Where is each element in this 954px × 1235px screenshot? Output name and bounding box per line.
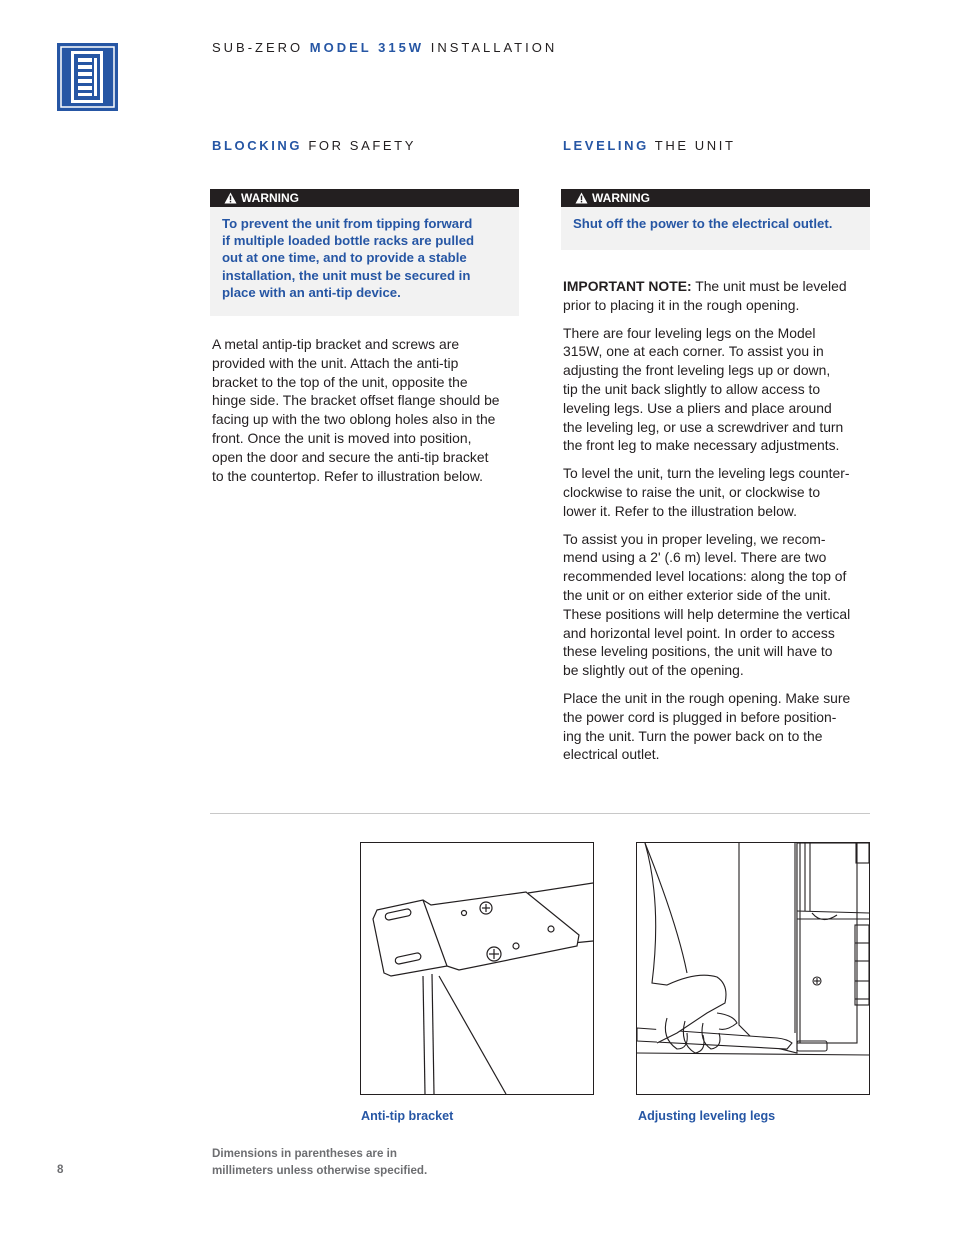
- leveling-heading-rest: THE UNIT: [654, 138, 736, 153]
- anti-tip-bracket-illustration: [360, 842, 594, 1095]
- text-line: the front leg to make necessary adjustments.: [563, 437, 840, 454]
- header-section: INSTALLATION: [430, 40, 558, 55]
- text-line: A metal antip-tip bracket and screws are: [212, 336, 460, 352]
- leveling-paragraph: [563, 689, 893, 764]
- text-line: these leveling positions, the unit will have to: [563, 643, 833, 660]
- warning-bar: [561, 189, 870, 207]
- blocking-heading-bold: BLOCKING: [212, 138, 303, 153]
- text-line: mend using a 2' (.6 m) level. There are two: [563, 549, 827, 566]
- text-line: and horizontal level point. In order to access: [563, 624, 835, 641]
- warning-line: To prevent the unit from tipping forward: [222, 216, 473, 231]
- text-line: leveling legs. Use a pliers and place around: [563, 399, 832, 416]
- text-line: to the countertop. Refer to illustration below.: [212, 467, 484, 484]
- leveling-heading: [563, 138, 736, 153]
- text-line: hinge side. The bracket offset flange should be: [212, 392, 500, 409]
- text-line: The unit must be leveled: [695, 278, 847, 294]
- important-label: IMPORTANT NOTE:: [563, 278, 692, 294]
- warning-triangle-icon: [224, 192, 237, 204]
- text-line: front. Once the unit is moved into position,: [212, 429, 472, 446]
- text-line: clockwise to raise the unit, or clockwise to: [563, 483, 821, 500]
- leveling-legs-illustration: [636, 842, 870, 1095]
- anti-tip-caption: Anti-tip bracket: [361, 1109, 454, 1123]
- footnote-line: millimeters unless otherwise specified.: [212, 1164, 428, 1177]
- warning-line: Shut off the power to the electrical outlet.: [573, 216, 833, 231]
- text-line: tip the unit back slightly to allow access to: [563, 380, 821, 397]
- text-line: Place the unit in the rough opening. Make sure: [563, 689, 851, 706]
- page-header: [212, 40, 557, 55]
- sub-zero-logo: [57, 43, 118, 111]
- text-line: There are four leveling legs on the Model: [563, 324, 816, 341]
- warning-line: out at one time, and to provide a stable: [222, 250, 467, 266]
- blocking-heading: [212, 138, 416, 153]
- text-line: ing the unit. Turn the power back on to the: [563, 727, 823, 744]
- text-line: To assist you in proper leveling, we recom-: [563, 530, 826, 547]
- text-line: facing up with the two oblong holes also in the: [212, 411, 496, 428]
- text-line: To level the unit, turn the leveling legs counter-: [563, 465, 850, 482]
- text-line: open the door and secure the anti-tip bracket: [212, 448, 489, 465]
- text-line: recommended level locations: along the top of: [563, 568, 847, 585]
- text-line: These positions will help determine the vertical: [563, 605, 851, 622]
- text-line: adjusting the front leveling legs up or down,: [563, 362, 831, 379]
- leveling-paragraph: [563, 324, 893, 456]
- text-line: the power cord is plugged in before position-: [563, 708, 837, 725]
- warning-bar: [210, 189, 519, 207]
- leveling-paragraph: [563, 464, 893, 520]
- text-line: prior to placing it in the rough opening.: [563, 296, 800, 313]
- warning-line: installation, the unit must be secured in: [222, 267, 471, 283]
- text-line: the leveling leg, or use a screwdriver and turn: [563, 418, 844, 435]
- blocking-warning-text: [210, 207, 519, 313]
- warning-label: WARNING: [592, 191, 650, 205]
- blocking-warning-box: [210, 189, 519, 316]
- page-number: 8: [57, 1163, 64, 1176]
- text-line: provided with the unit. Attach the anti-tip: [212, 354, 459, 371]
- header-brand: SUB-ZERO: [212, 40, 304, 55]
- footnote-line: Dimensions in parentheses are in: [212, 1147, 397, 1160]
- text-line: 315W, one at each corner. To assist you in: [563, 343, 824, 360]
- text-line: be slightly out of the opening.: [563, 662, 744, 679]
- warning-label: WARNING: [241, 191, 299, 205]
- warning-triangle-icon: [575, 192, 588, 204]
- section-divider: [210, 813, 870, 814]
- header-model: MODEL 315W: [309, 40, 425, 55]
- blocking-heading-rest: FOR SAFETY: [308, 138, 416, 153]
- leveling-warning-box: [561, 189, 870, 250]
- warning-line: place with an anti-tip device.: [222, 284, 401, 300]
- leveling-heading-bold: LEVELING: [563, 138, 649, 153]
- leveling-legs-caption: Adjusting leveling legs: [638, 1109, 776, 1123]
- dimensions-footnote: [212, 1145, 427, 1179]
- text-line: electrical outlet.: [563, 746, 660, 763]
- important-note: [563, 277, 893, 315]
- text-line: bracket to the top of the unit, opposite the: [212, 373, 468, 390]
- warning-line: if multiple loaded bottle racks are pulled: [222, 233, 475, 249]
- text-line: the unit or on either exterior side of the unit.: [563, 586, 831, 603]
- leveling-body: [563, 277, 893, 773]
- blocking-paragraph: [212, 335, 542, 485]
- leveling-warning-text: [561, 207, 870, 244]
- blocking-body: [212, 335, 542, 494]
- leveling-paragraph: [563, 530, 893, 680]
- text-line: lower it. Refer to the illustration below.: [563, 502, 797, 519]
